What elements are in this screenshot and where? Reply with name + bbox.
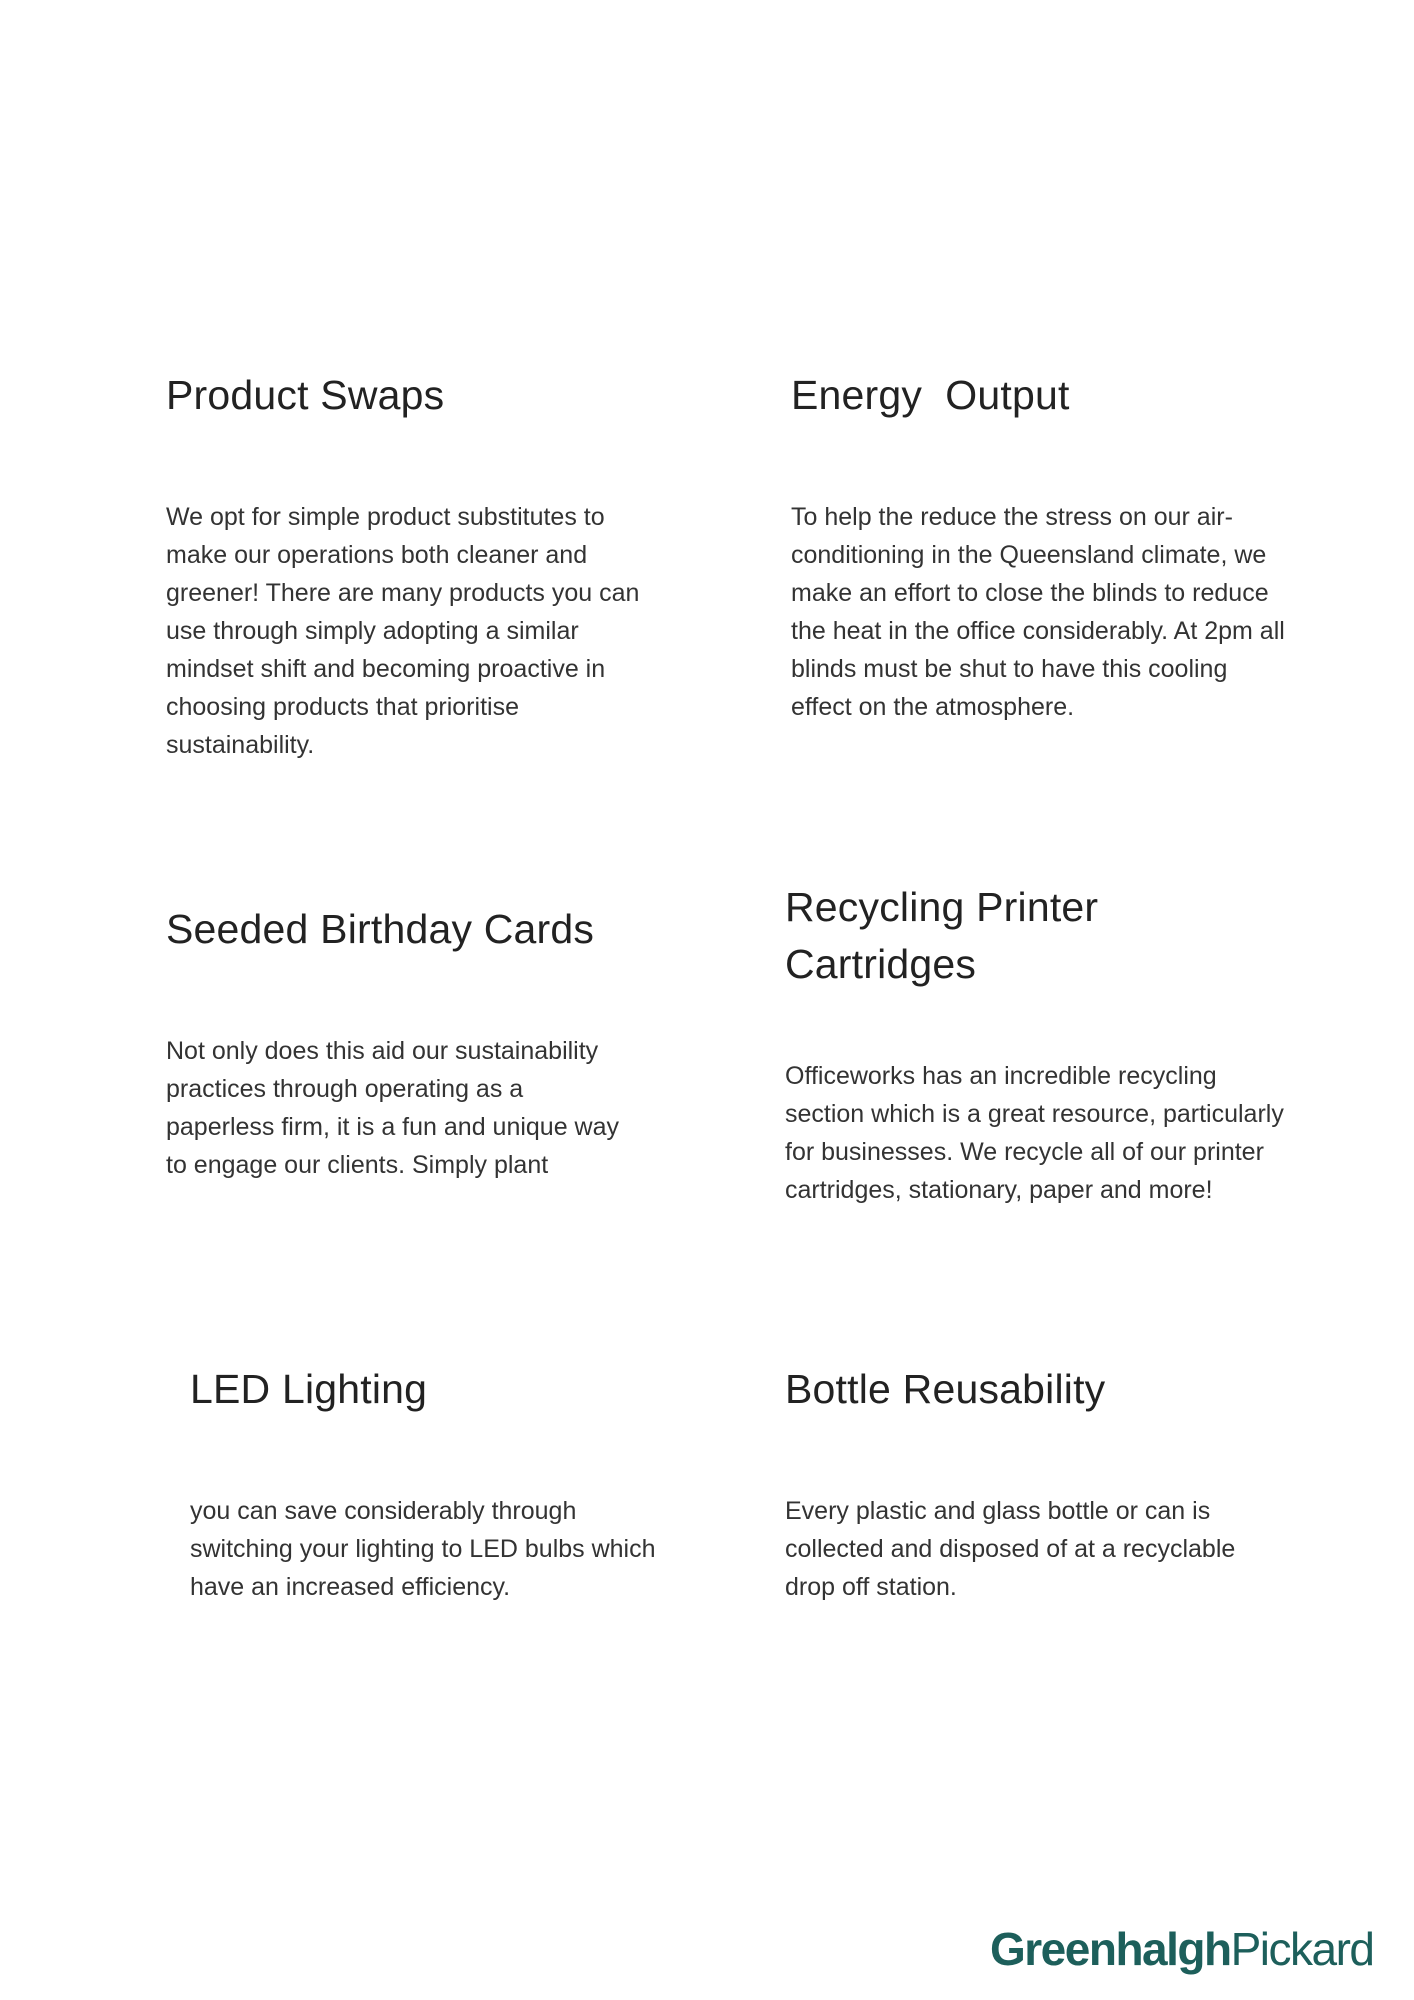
section-led-lighting — [190, 1361, 690, 1606]
section-body: you can save considerably through switching your lighting to LED bulbs which have an increased efficiency. — [190, 1497, 656, 1601]
section-energy-output — [791, 367, 1291, 726]
section-title: Product Swaps — [166, 372, 445, 418]
section-recycling-printer-cartridges — [785, 879, 1295, 1209]
section-body: Every plastic and glass bottle or can is collected and disposed of at a recyclable drop off station. — [785, 1497, 1236, 1601]
section-body: We opt for simple product substitutes to make our operations both cleaner and greener! There are many products you can use through simply adopting a similar mindset shift and becoming proactive in choosing products that prioritise sustainability. — [166, 503, 640, 759]
section-title: LED Lighting — [190, 1366, 428, 1412]
section-body: Not only does this aid our sustainability practices through operating as a paperless firm, it is a fun and unique way to engage our clients. Simply plant — [166, 1037, 620, 1179]
section-title: Seeded Birthday Cards — [166, 906, 595, 952]
logo-part-pickard: Pickard — [1230, 1923, 1374, 1975]
section-seeded-birthday-cards — [166, 901, 666, 1184]
section-title: Energy Output — [791, 372, 1070, 418]
logo-part-greenhalgh: Greenhalgh — [990, 1923, 1231, 1975]
section-body: To help the reduce the stress on our air-conditioning in the Queensland climate, we make an effort to close the blinds to reduce the heat in the office considerably. At 2pm all blinds must be shut to have this cooling effect on the atmosphere. — [791, 503, 1285, 721]
section-body: Officeworks has an incredible recycling section which is a great resource, particularly for businesses. We recycle all of our printer cartridges, stationary, paper and more! — [785, 1062, 1284, 1204]
section-product-swaps — [166, 367, 666, 764]
company-logo — [990, 1922, 1374, 1976]
section-bottle-reusability — [785, 1361, 1285, 1606]
section-title: Bottle Reusability — [785, 1366, 1106, 1412]
section-title: Recycling Printer Cartridges — [785, 884, 1099, 987]
